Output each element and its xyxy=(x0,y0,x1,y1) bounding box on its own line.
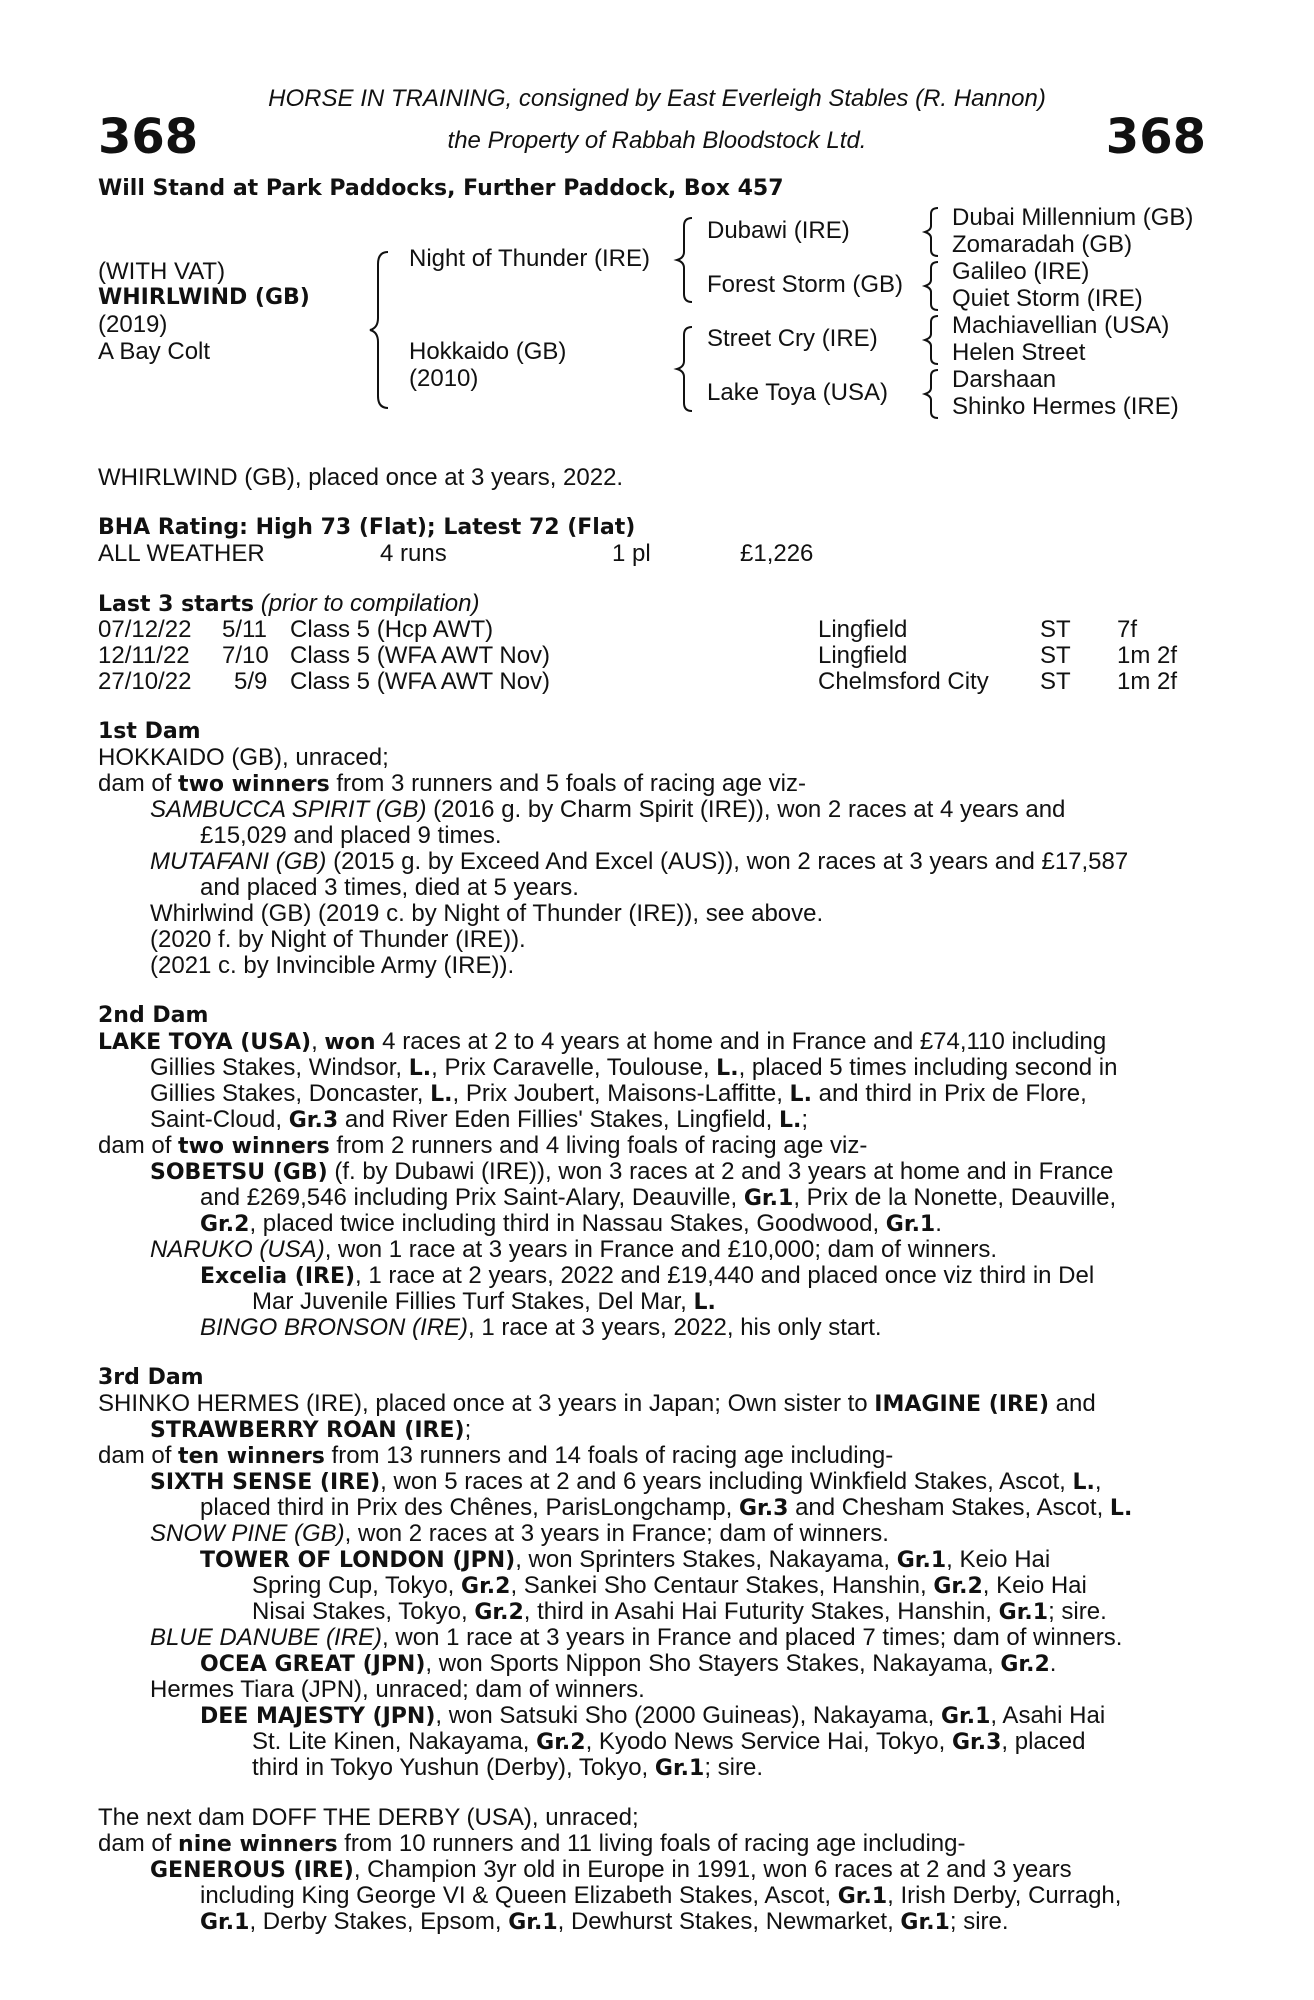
start-date: 07/12/22 xyxy=(98,616,192,643)
lot-number-left: 368 xyxy=(98,109,199,165)
progeny-line: Hermes Tiara (JPN), unraced; dam of winners. xyxy=(150,1676,645,1703)
progeny-line: SIXTH SENSE (IRE), won 5 races at 2 and 6 years including Winkfield Stakes, Ascot, L., xyxy=(150,1468,1102,1495)
start-date: 27/10/22 xyxy=(98,668,192,695)
start-going: ST xyxy=(1040,668,1071,695)
pedigree-brace-sire xyxy=(672,216,698,304)
last-starts-heading xyxy=(98,591,479,618)
last-starts-title: Last 3 starts xyxy=(98,592,255,617)
progeny-line: SNOW PINE (GB), won 2 races at 3 years in France; dam of winners. xyxy=(150,1520,889,1547)
pedigree-brace-g3 xyxy=(920,314,944,366)
second-dam-line: Saint-Cloud, Gr.3 and River Eden Fillies' Stakes, Lingfield, L.; xyxy=(150,1106,809,1133)
second-dam-produce-line: dam of two winners from 2 runners and 4 living foals of racing age viz- xyxy=(98,1132,868,1159)
earnings: £1,226 xyxy=(740,540,814,567)
start-position: 5/9 xyxy=(234,668,268,695)
start-class: Class 5 (WFA AWT Nov) xyxy=(290,668,551,695)
lot-number-right: 368 xyxy=(1105,109,1206,165)
second-dam-title: 2nd Dam xyxy=(98,1003,209,1028)
horse-year: (2019) xyxy=(98,311,168,338)
pedigree-brace-g1 xyxy=(920,206,944,258)
bha-rating: BHA Rating: High 73 (Flat); Latest 72 (Flat) xyxy=(98,515,636,540)
progeny-line: Gr.2, placed twice including third in Nassau Stakes, Goodwood, Gr.1. xyxy=(200,1210,942,1237)
next-dam-produce-line: dam of nine winners from 10 runners and 11 living foals of racing age including- xyxy=(98,1830,966,1857)
progeny-line: SOBETSU (GB) (f. by Dubawi (IRE)), won 3 races at 2 and 3 years at home and in France xyxy=(150,1158,1114,1185)
last-starts-note: (prior to compilation) xyxy=(260,590,480,617)
gg-8: Shinko Hermes (IRE) xyxy=(952,393,1179,420)
horse-name: WHIRLWIND (GB) xyxy=(98,285,310,310)
start-class: Class 5 (Hcp AWT) xyxy=(290,616,494,643)
progeny-line: £15,029 and placed 9 times. xyxy=(200,822,502,849)
start-position: 5/11 xyxy=(222,616,267,643)
progeny-line: and £269,546 including Prix Saint-Alary, Deauville, Gr.1, Prix de la Nonette, Deauville, xyxy=(200,1184,1117,1211)
start-distance: 7f xyxy=(1117,616,1138,643)
start-going: ST xyxy=(1040,642,1071,669)
sire-name: Night of Thunder (IRE) xyxy=(409,245,650,272)
first-dam-produce-line: dam of two winners from 3 runners and 5 foals of racing age viz- xyxy=(98,770,806,797)
progeny-line: GENEROUS (IRE), Champion 3yr old in Europe in 1991, won 6 races at 2 and 3 years xyxy=(150,1856,1072,1883)
progeny-line: NARUKO (USA), won 1 race at 3 years in France and £10,000; dam of winners. xyxy=(150,1236,998,1263)
progeny-line: St. Lite Kinen, Nakayama, Gr.2, Kyodo News Service Hai, Tokyo, Gr.3, placed xyxy=(252,1728,1086,1755)
race-summary: WHIRLWIND (GB), placed once at 3 years, 2022. xyxy=(98,464,624,491)
progeny-line: BINGO BRONSON (IRE), 1 race at 3 years, 2022, his only start. xyxy=(200,1314,882,1341)
progeny-line: SAMBUCCA SPIRIT (GB) (2016 g. by Charm Spirit (IRE)), won 2 races at 4 years and xyxy=(150,796,1066,823)
progeny-line: BLUE DANUBE (IRE), won 1 race at 3 years in France and placed 7 times; dam of winners. xyxy=(150,1624,1123,1651)
progeny-line: Whirlwind (GB) (2019 c. by Night of Thunder (IRE)), see above. xyxy=(150,900,824,927)
runs-count: 4 runs xyxy=(380,540,447,567)
progeny-line: third in Tokyo Yushun (Derby), Tokyo, Gr.1; sire. xyxy=(252,1754,764,1781)
pedigree-brace-g2 xyxy=(920,260,944,312)
dam-sire: Street Cry (IRE) xyxy=(707,325,878,352)
next-dam-line: The next dam DOFF THE DERBY (USA), unraced; xyxy=(98,1804,639,1831)
start-going: ST xyxy=(1040,616,1071,643)
sire-sire: Dubawi (IRE) xyxy=(707,217,850,244)
progeny-line: including King George VI & Queen Elizabeth Stakes, Ascot, Gr.1, Irish Derby, Curragh, xyxy=(200,1882,1122,1909)
start-distance: 1m 2f xyxy=(1117,668,1178,695)
progeny-line: Nisai Stakes, Tokyo, Gr.2, third in Asahi Hai Futurity Stakes, Hanshin, Gr.1; sire. xyxy=(252,1598,1107,1625)
start-course: Lingfield xyxy=(818,642,908,669)
progeny-line: TOWER OF LONDON (JPN), won Sprinters Stakes, Nakayama, Gr.1, Keio Hai xyxy=(200,1546,1051,1573)
surface-label: ALL WEATHER xyxy=(98,540,265,567)
first-dam-title: 1st Dam xyxy=(98,719,201,744)
progeny-line: (2021 c. by Invincible Army (IRE)). xyxy=(150,952,515,979)
gg-1: Dubai Millennium (GB) xyxy=(952,204,1194,231)
start-date: 12/11/22 xyxy=(98,642,190,669)
start-position: 7/10 xyxy=(222,642,269,669)
progeny-line: (2020 f. by Night of Thunder (IRE)). xyxy=(150,926,526,953)
consignor-line: HORSE IN TRAINING, consigned by East Everleigh Stables (R. Hannon) xyxy=(268,85,1046,112)
gg-2: Zomaradah (GB) xyxy=(952,231,1133,258)
gg-7: Darshaan xyxy=(952,366,1057,393)
third-dam-title: 3rd Dam xyxy=(98,1365,204,1390)
start-distance: 1m 2f xyxy=(1117,642,1178,669)
dam-year: (2010) xyxy=(409,365,479,392)
gg-3: Galileo (IRE) xyxy=(952,258,1090,285)
gg-5: Machiavellian (USA) xyxy=(952,312,1170,339)
progeny-line: Gr.1, Derby Stakes, Epsom, Gr.1, Dewhurst Stakes, Newmarket, Gr.1; sire. xyxy=(200,1908,1009,1935)
third-dam-line: SHINKO HERMES (IRE), placed once at 3 years in Japan; Own sister to IMAGINE (IRE) and xyxy=(98,1390,1096,1417)
progeny-line: OCEA GREAT (JPN), won Sports Nippon Sho Stayers Stakes, Nakayama, Gr.2. xyxy=(200,1650,1057,1677)
progeny-line: Spring Cup, Tokyo, Gr.2, Sankei Sho Centaur Stakes, Hanshin, Gr.2, Keio Hai xyxy=(252,1572,1087,1599)
first-dam-line: HOKKAIDO (GB), unraced; xyxy=(98,744,389,771)
gg-6: Helen Street xyxy=(952,339,1086,366)
dam-name: Hokkaido (GB) xyxy=(409,338,567,365)
second-dam-line: LAKE TOYA (USA), won 4 races at 2 to 4 years at home and in France and £74,110 including xyxy=(98,1028,1107,1055)
horse-description: A Bay Colt xyxy=(98,338,211,365)
progeny-line: Mar Juvenile Fillies Turf Stakes, Del Mar, L. xyxy=(252,1288,716,1315)
progeny-line: Excelia (IRE), 1 race at 2 years, 2022 and £19,440 and placed once viz third in Del xyxy=(200,1262,1095,1289)
sire-dam: Forest Storm (GB) xyxy=(707,271,904,298)
dam-dam: Lake Toya (USA) xyxy=(707,379,888,406)
third-dam-line: STRAWBERRY ROAN (IRE); xyxy=(150,1416,472,1443)
progeny-line: and placed 3 times, died at 5 years. xyxy=(200,874,579,901)
third-dam-produce-line: dam of ten winners from 13 runners and 14 foals of racing age including- xyxy=(98,1442,894,1469)
start-course: Lingfield xyxy=(818,616,908,643)
start-course: Chelmsford City xyxy=(818,668,989,695)
second-dam-line: Gillies Stakes, Windsor, L., Prix Caravelle, Toulouse, L., placed 5 times including second in xyxy=(150,1054,1118,1081)
start-class: Class 5 (WFA AWT Nov) xyxy=(290,642,551,669)
pedigree-brace-dam xyxy=(672,325,698,413)
progeny-line: placed third in Prix des Chênes, ParisLongchamp, Gr.3 and Chesham Stakes, Ascot, L. xyxy=(200,1494,1133,1521)
progeny-line: DEE MAJESTY (JPN), won Satsuki Sho (2000 Guineas), Nakayama, Gr.1, Asahi Hai xyxy=(200,1702,1106,1729)
owner-line: the Property of Rabbah Bloodstock Ltd. xyxy=(447,127,867,154)
pedigree-brace-main xyxy=(366,250,396,410)
progeny-line: MUTAFANI (GB) (2015 g. by Exceed And Excel (AUS)), won 2 races at 3 years and £17,587 xyxy=(150,848,1129,875)
vat-note: (WITH VAT) xyxy=(98,258,226,285)
pedigree-brace-g4 xyxy=(920,368,944,420)
gg-4: Quiet Storm (IRE) xyxy=(952,285,1143,312)
placed-count: 1 pl xyxy=(612,540,651,567)
location-line: Will Stand at Park Paddocks, Further Paddock, Box 457 xyxy=(98,176,784,201)
second-dam-line: Gillies Stakes, Doncaster, L., Prix Joubert, Maisons-Laffitte, L. and third in Prix de Flore, xyxy=(150,1080,1087,1107)
